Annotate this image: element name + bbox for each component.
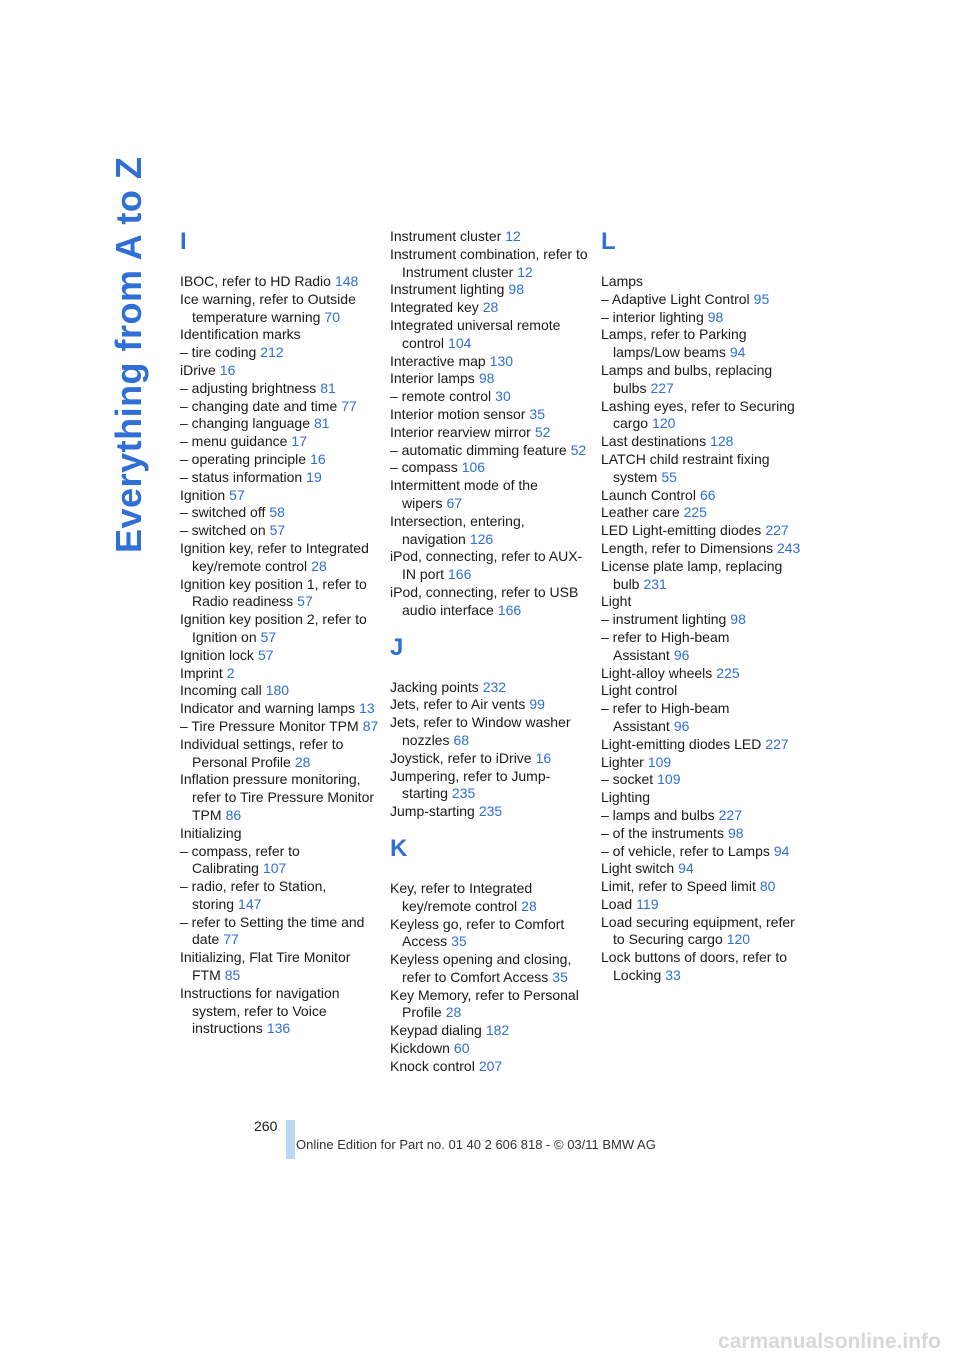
index-page-link[interactable]: 16 bbox=[535, 749, 552, 766]
index-entry bbox=[180, 576, 380, 612]
index-page-link[interactable]: 52 bbox=[534, 423, 551, 440]
index-entry bbox=[390, 768, 590, 804]
index-page-link[interactable]: 98 bbox=[707, 308, 724, 325]
index-page-link[interactable]: 99 bbox=[529, 696, 545, 713]
index-page-link[interactable]: 95 bbox=[753, 290, 770, 307]
index-entry bbox=[180, 949, 380, 985]
index-entry bbox=[180, 380, 380, 398]
index-entry bbox=[390, 424, 590, 442]
index-entry-text: Individual settings, refer to Personal Profile bbox=[180, 735, 344, 770]
index-entry-text: Knock control bbox=[390, 1057, 475, 1074]
index-entry bbox=[601, 326, 801, 362]
index-entry-text: Instrument cluster bbox=[390, 228, 502, 244]
index-entry bbox=[601, 949, 801, 985]
index-page-link[interactable]: 225 bbox=[683, 504, 707, 521]
index-page-link[interactable]: 106 bbox=[461, 459, 486, 476]
index-entry bbox=[601, 878, 801, 896]
index-entry-text: Lamps and bulbs, replacing bulbs bbox=[601, 361, 773, 396]
index-page-link[interactable]: 28 bbox=[521, 897, 537, 914]
index-page-link[interactable]: 30 bbox=[495, 388, 511, 405]
index-page-link[interactable]: 128 bbox=[710, 433, 734, 450]
index-page-link[interactable]: 16 bbox=[219, 361, 236, 378]
watermark: carmanualsonline.info bbox=[718, 1330, 941, 1353]
index-page-link[interactable]: 235 bbox=[478, 803, 503, 820]
index-page-link[interactable]: 12 bbox=[505, 228, 521, 244]
index-entry-text: – radio, refer to Station, storing bbox=[180, 878, 327, 912]
index-page-link[interactable]: 28 bbox=[482, 299, 499, 316]
index-page-link[interactable]: 57 bbox=[229, 486, 245, 503]
index-entry-text: Jump-starting bbox=[390, 803, 475, 820]
index-page-link[interactable]: 66 bbox=[699, 486, 716, 503]
index-entry bbox=[180, 665, 380, 683]
index-entry-text: – changing date and time bbox=[180, 397, 338, 414]
index-entry-text: Interior rearview mirror bbox=[390, 423, 531, 440]
index-entry-text: Lighter bbox=[601, 753, 644, 770]
index-entry-text: Lock buttons of doors, refer to Locking bbox=[601, 949, 787, 984]
index-entry-text: – remote control bbox=[390, 388, 492, 405]
index-entry bbox=[601, 522, 801, 540]
index-page-link[interactable]: 52 bbox=[570, 441, 587, 458]
index-page-link[interactable]: 109 bbox=[647, 753, 672, 770]
index-entry bbox=[601, 540, 801, 558]
index-entry-text: – switched off bbox=[180, 504, 266, 521]
index-entry-text: Ignition key position 1, refer to Radio readiness bbox=[180, 575, 367, 610]
index-entry-text: Intersection, entering, navigation bbox=[390, 512, 525, 547]
index-column-2 bbox=[390, 228, 590, 1076]
index-entry bbox=[390, 679, 590, 697]
index-entry bbox=[180, 451, 380, 469]
index-page-link[interactable]: 35 bbox=[529, 405, 545, 422]
index-entry-text: iDrive bbox=[180, 361, 216, 378]
footer-edition-text: Online Edition for Part no. 01 40 2 606 818 - © 03/11 BMW AG bbox=[296, 1137, 656, 1152]
index-entry-text: Load bbox=[601, 895, 633, 912]
index-entry bbox=[390, 880, 590, 916]
index-page-link[interactable]: 57 bbox=[269, 522, 286, 539]
index-page-link[interactable]: 81 bbox=[320, 379, 336, 396]
index-entry-text: Keypad dialing bbox=[390, 1022, 482, 1039]
index-entry bbox=[390, 513, 590, 549]
index-entry bbox=[390, 459, 590, 477]
index-page-link[interactable]: 180 bbox=[265, 682, 290, 699]
index-entry-text: – of vehicle, refer to Lamps bbox=[601, 842, 770, 859]
index-page-link[interactable]: 77 bbox=[341, 397, 357, 414]
index-entry bbox=[390, 951, 590, 987]
footer-accent-bar bbox=[286, 1120, 295, 1159]
index-page-link[interactable]: 227 bbox=[765, 522, 789, 539]
index-entry bbox=[180, 825, 380, 843]
index-page-link[interactable]: 67 bbox=[446, 494, 463, 511]
index-page-link[interactable]: 136 bbox=[266, 1020, 291, 1037]
index-page-link[interactable]: 16 bbox=[310, 450, 326, 467]
index-entry-text: Keyless opening and closing, refer to Comfort Access bbox=[390, 951, 572, 985]
index-entry bbox=[180, 985, 380, 1038]
index-entry bbox=[390, 228, 590, 246]
index-page-link[interactable]: 104 bbox=[448, 334, 472, 351]
index-entry-text: Joystick, refer to iDrive bbox=[390, 749, 532, 766]
index-entry bbox=[180, 326, 380, 344]
index-entry-text: Ignition key position 2, refer to Ignition on bbox=[180, 611, 367, 645]
index-entry bbox=[180, 540, 380, 576]
index-page-link[interactable]: 98 bbox=[478, 370, 495, 387]
index-page-link[interactable]: 225 bbox=[716, 664, 740, 681]
index-entry-text: Ignition key, refer to Integrated key/remote control bbox=[180, 539, 369, 574]
index-entry-text: Imprint bbox=[180, 664, 223, 681]
index-entry-text: – refer to High-beam Assistant bbox=[601, 628, 730, 663]
index-entry-text: Light-alloy wheels bbox=[601, 664, 713, 681]
index-entry-text: Kickdown bbox=[390, 1040, 450, 1057]
index-entry-text: Interior motion sensor bbox=[390, 405, 526, 422]
index-entry-text: – compass bbox=[390, 459, 458, 476]
index-page-link[interactable]: 28 bbox=[311, 557, 327, 574]
index-entry-text: Limit, refer to Speed limit bbox=[601, 878, 756, 895]
index-page-link[interactable]: 98 bbox=[727, 824, 744, 841]
section-side-title: Everything from A to Z bbox=[108, 156, 149, 553]
index-page-link[interactable]: 70 bbox=[324, 308, 340, 325]
index-entry bbox=[390, 317, 590, 353]
index-entry bbox=[601, 914, 801, 950]
index-entry bbox=[390, 803, 590, 821]
index-entry bbox=[390, 916, 590, 952]
index-page-link[interactable]: 98 bbox=[730, 611, 746, 628]
index-entry-text: – switched on bbox=[180, 522, 266, 539]
index-page-link[interactable]: 85 bbox=[224, 967, 241, 984]
index-page-link[interactable]: 35 bbox=[451, 933, 467, 950]
index-entry-text: Length, refer to Dimensions bbox=[601, 539, 773, 556]
index-entry bbox=[601, 754, 801, 772]
index-entry-text: iPod, connecting, refer to AUX-IN port bbox=[390, 548, 583, 583]
index-entry-text: – refer to High-beam Assistant bbox=[601, 700, 730, 734]
index-entry-text: Inflation pressure monitoring, refer to Tire Pressure Monitor TPM bbox=[180, 771, 375, 823]
index-entry bbox=[601, 896, 801, 914]
index-entry-text: Load securing equipment, refer to Securing cargo bbox=[601, 913, 795, 948]
index-page-link[interactable]: 57 bbox=[297, 593, 313, 610]
index-page-link[interactable]: 33 bbox=[665, 967, 681, 984]
index-page-link[interactable]: 35 bbox=[552, 968, 568, 985]
index-entry bbox=[390, 1022, 590, 1040]
index-page-link[interactable]: 212 bbox=[260, 344, 284, 361]
index-entry bbox=[180, 914, 380, 950]
index-entry-text: License plate lamp, replacing bulb bbox=[601, 557, 783, 592]
index-entry-text: Lamps bbox=[601, 273, 644, 289]
index-entry bbox=[180, 700, 380, 718]
index-page-link[interactable]: 107 bbox=[262, 860, 287, 877]
index-entry-text: Instrument combination, refer to Instrument cluster bbox=[390, 245, 588, 280]
index-entry-text: – automatic dimming feature bbox=[390, 441, 567, 458]
index-page-link[interactable]: 120 bbox=[652, 415, 676, 432]
index-entry bbox=[601, 362, 801, 398]
index-entry-text: Jacking points bbox=[390, 678, 479, 695]
index-page-link[interactable]: 96 bbox=[673, 717, 690, 734]
index-entry-text: – operating principle bbox=[180, 450, 307, 467]
index-page-link[interactable]: 13 bbox=[359, 700, 375, 717]
index-entry bbox=[390, 1058, 590, 1076]
index-entry-text: – Tire Pressure Monitor TPM bbox=[180, 717, 359, 734]
index-entry-text: Interactive map bbox=[390, 352, 486, 369]
index-entry-text: – adjusting brightness bbox=[180, 379, 317, 396]
index-entry bbox=[390, 299, 590, 317]
index-entry bbox=[601, 611, 801, 629]
index-entry-text: Leather care bbox=[601, 504, 680, 521]
index-page-link[interactable]: 94 bbox=[773, 842, 790, 859]
index-entry-text: Lashing eyes, refer to Securing cargo bbox=[601, 397, 795, 432]
index-entry bbox=[180, 362, 380, 380]
section-letter-heading: I bbox=[180, 228, 187, 255]
index-entry-text: – interior lighting bbox=[601, 308, 704, 325]
section-letter-heading: L bbox=[601, 228, 616, 255]
index-page-link[interactable]: 19 bbox=[306, 468, 322, 485]
index-entry-text: Ignition lock bbox=[180, 646, 254, 663]
index-entry bbox=[601, 451, 801, 487]
index-entry bbox=[601, 433, 801, 451]
index-page-link[interactable]: 147 bbox=[238, 895, 262, 912]
index-entry bbox=[390, 477, 590, 513]
index-entry bbox=[390, 370, 590, 388]
index-page-link[interactable]: 148 bbox=[334, 273, 359, 289]
index-entry bbox=[601, 771, 801, 789]
index-entry-text: Jets, refer to Window washer nozzles bbox=[390, 714, 571, 748]
index-page-link[interactable]: 55 bbox=[661, 468, 677, 485]
index-entry bbox=[601, 273, 801, 291]
index-page-link[interactable]: 207 bbox=[478, 1057, 503, 1074]
index-page-link[interactable]: 80 bbox=[759, 878, 776, 895]
index-page-link[interactable]: 243 bbox=[776, 539, 801, 556]
section-letter-heading: J bbox=[390, 633, 404, 661]
index-entry bbox=[390, 246, 590, 282]
index-entry-text: Key, refer to Integrated key/remote control bbox=[390, 879, 533, 914]
index-entry-text: – of the instruments bbox=[601, 824, 724, 841]
index-page-link[interactable]: 98 bbox=[508, 281, 524, 298]
index-page-link[interactable]: 227 bbox=[765, 735, 789, 752]
index-entry bbox=[601, 629, 801, 665]
index-page-link[interactable]: 227 bbox=[718, 806, 742, 823]
index-entry bbox=[390, 987, 590, 1023]
index-entry-text: Light switch bbox=[601, 860, 675, 877]
index-entry-text: Jets, refer to Air vents bbox=[390, 696, 526, 713]
section-letter-heading: K bbox=[390, 834, 408, 862]
index-entry bbox=[180, 433, 380, 451]
index-entry-text: – lamps and bulbs bbox=[601, 806, 715, 823]
index-entry-text: IBOC, refer to HD Radio bbox=[180, 273, 331, 289]
index-entry bbox=[180, 736, 380, 772]
index-entry bbox=[180, 647, 380, 665]
index-entry-text: Lamps, refer to Parking lamps/Low beams bbox=[601, 326, 747, 361]
index-entry bbox=[601, 736, 801, 754]
index-entry-text: Initializing, Flat Tire Monitor FTM bbox=[180, 949, 351, 984]
index-entry-text: Identification marks bbox=[180, 326, 301, 343]
index-entry bbox=[601, 825, 801, 843]
index-entry-text: Integrated key bbox=[390, 299, 479, 316]
index-entry-text: Ice warning, refer to Outside temperature warning bbox=[180, 290, 356, 325]
index-entry bbox=[601, 309, 801, 327]
index-entry bbox=[390, 442, 590, 460]
index-entry bbox=[601, 789, 801, 807]
index-entry bbox=[390, 584, 590, 620]
index-page-link[interactable]: 17 bbox=[291, 433, 307, 450]
index-entry bbox=[390, 1040, 590, 1058]
index-entry-text: iPod, connecting, refer to USB audio interface bbox=[390, 583, 579, 618]
index-entry-text: Instructions for navigation system, refer to Voice instructions bbox=[180, 984, 340, 1037]
index-entry bbox=[601, 487, 801, 505]
index-page-link[interactable]: 68 bbox=[453, 731, 470, 748]
index-page-link[interactable]: 57 bbox=[260, 628, 277, 645]
index-entry bbox=[601, 700, 801, 736]
index-page-link[interactable]: 2 bbox=[226, 664, 235, 681]
index-entry-text: Jumpering, refer to Jump-starting bbox=[390, 767, 551, 802]
index-page-link[interactable]: 60 bbox=[453, 1040, 470, 1057]
index-entry-text: – instrument lighting bbox=[601, 611, 727, 628]
index-page-link[interactable]: 86 bbox=[225, 806, 242, 823]
index-entry bbox=[390, 353, 590, 371]
index-column-1 bbox=[180, 228, 380, 1038]
index-entry-text: LATCH child restraint fixing system bbox=[601, 450, 770, 485]
index-page-link[interactable]: 94 bbox=[678, 860, 694, 877]
index-entry bbox=[601, 504, 801, 522]
index-entry bbox=[390, 406, 590, 424]
index-entry bbox=[180, 273, 380, 291]
index-entry-text: – socket bbox=[601, 771, 654, 788]
index-page-link[interactable]: 130 bbox=[489, 352, 514, 369]
index-entry-text: – compass, refer to Calibrating bbox=[180, 842, 300, 877]
index-page-link[interactable]: 232 bbox=[482, 678, 507, 695]
index-page-link[interactable]: 77 bbox=[223, 931, 239, 948]
index-entry-text: Integrated universal remote control bbox=[390, 316, 561, 351]
index-entry bbox=[601, 398, 801, 434]
index-entry bbox=[601, 843, 801, 861]
index-entry-text: – status information bbox=[180, 468, 303, 485]
index-entry bbox=[180, 611, 380, 647]
index-page-link[interactable]: 166 bbox=[448, 566, 472, 583]
index-page-link[interactable]: 94 bbox=[729, 344, 746, 361]
index-entry bbox=[390, 388, 590, 406]
index-page-link[interactable]: 81 bbox=[314, 415, 330, 432]
index-entry-text: – tire coding bbox=[180, 344, 257, 361]
index-page-link[interactable]: 182 bbox=[485, 1022, 510, 1039]
index-entry-text: Interior lamps bbox=[390, 370, 475, 387]
index-entry bbox=[180, 344, 380, 362]
index-entry bbox=[601, 860, 801, 878]
page-number: 260 bbox=[254, 1118, 278, 1134]
index-entry bbox=[601, 593, 801, 611]
index-page-link[interactable]: 58 bbox=[269, 504, 285, 521]
index-entry bbox=[180, 682, 380, 700]
index-entry-text: Light-emitting diodes LED bbox=[601, 735, 762, 752]
index-entry bbox=[180, 718, 380, 736]
index-entry bbox=[601, 807, 801, 825]
index-entry-text: LED Light-emitting diodes bbox=[601, 522, 762, 539]
index-page-link[interactable]: 28 bbox=[294, 753, 311, 770]
index-page-link[interactable]: 28 bbox=[445, 1004, 462, 1021]
index-entry-text: – refer to Setting the time and date bbox=[180, 913, 365, 948]
index-entry-text: Indicator and warning lamps bbox=[180, 700, 356, 717]
index-entry bbox=[180, 771, 380, 824]
index-entry bbox=[390, 714, 590, 750]
index-entry bbox=[390, 281, 590, 299]
index-entry bbox=[180, 415, 380, 433]
index-entry bbox=[601, 558, 801, 594]
index-page-link[interactable]: 231 bbox=[643, 575, 667, 592]
index-page-link[interactable]: 126 bbox=[469, 530, 494, 547]
index-entry-text: Light control bbox=[601, 682, 678, 699]
index-page-link[interactable]: 227 bbox=[650, 379, 674, 396]
index-entry bbox=[180, 398, 380, 416]
index-entry bbox=[180, 878, 380, 914]
index-entry bbox=[390, 750, 590, 768]
index-page-link[interactable]: 96 bbox=[673, 646, 690, 663]
index-page-link[interactable]: 166 bbox=[497, 601, 522, 618]
index-entry bbox=[390, 696, 590, 714]
index-entry bbox=[180, 843, 380, 879]
index-entry-text: Initializing bbox=[180, 824, 242, 841]
index-entry-text: Launch Control bbox=[601, 486, 696, 503]
index-entry bbox=[180, 487, 380, 505]
index-entry-text: Keyless go, refer to Comfort Access bbox=[390, 915, 565, 950]
index-entry-text: Key Memory, refer to Personal Profile bbox=[390, 986, 579, 1021]
index-entry bbox=[601, 682, 801, 700]
index-entry-text: – Adaptive Light Control bbox=[601, 290, 750, 307]
index-page-link[interactable]: 57 bbox=[257, 646, 274, 663]
index-entry-text: Incoming call bbox=[180, 682, 262, 699]
index-entry-text: Ignition bbox=[180, 486, 226, 503]
index-entry bbox=[180, 469, 380, 487]
index-page-link[interactable]: 235 bbox=[451, 785, 476, 802]
index-entry-text: – menu guidance bbox=[180, 433, 288, 450]
index-entry-text: Lighting bbox=[601, 789, 651, 806]
index-page-link[interactable]: 120 bbox=[726, 931, 751, 948]
index-entry-text: – changing language bbox=[180, 415, 311, 432]
index-entry-text: Last destinations bbox=[601, 433, 707, 450]
index-entry bbox=[180, 504, 380, 522]
index-entry bbox=[180, 291, 380, 327]
index-page-link[interactable]: 119 bbox=[636, 895, 659, 912]
index-page-link[interactable]: 12 bbox=[517, 263, 533, 280]
index-entry-text: Instrument lighting bbox=[390, 281, 505, 298]
index-entry bbox=[601, 665, 801, 683]
index-column-3 bbox=[601, 228, 801, 985]
index-page-link[interactable]: 109 bbox=[657, 771, 681, 788]
index-page-link[interactable]: 87 bbox=[362, 717, 379, 734]
index-entry-text: Light bbox=[601, 593, 632, 610]
index-entry bbox=[390, 548, 590, 584]
index-entry bbox=[601, 291, 801, 309]
index-entry-text: Intermittent mode of the wipers bbox=[390, 477, 538, 511]
index-entry bbox=[180, 522, 380, 540]
